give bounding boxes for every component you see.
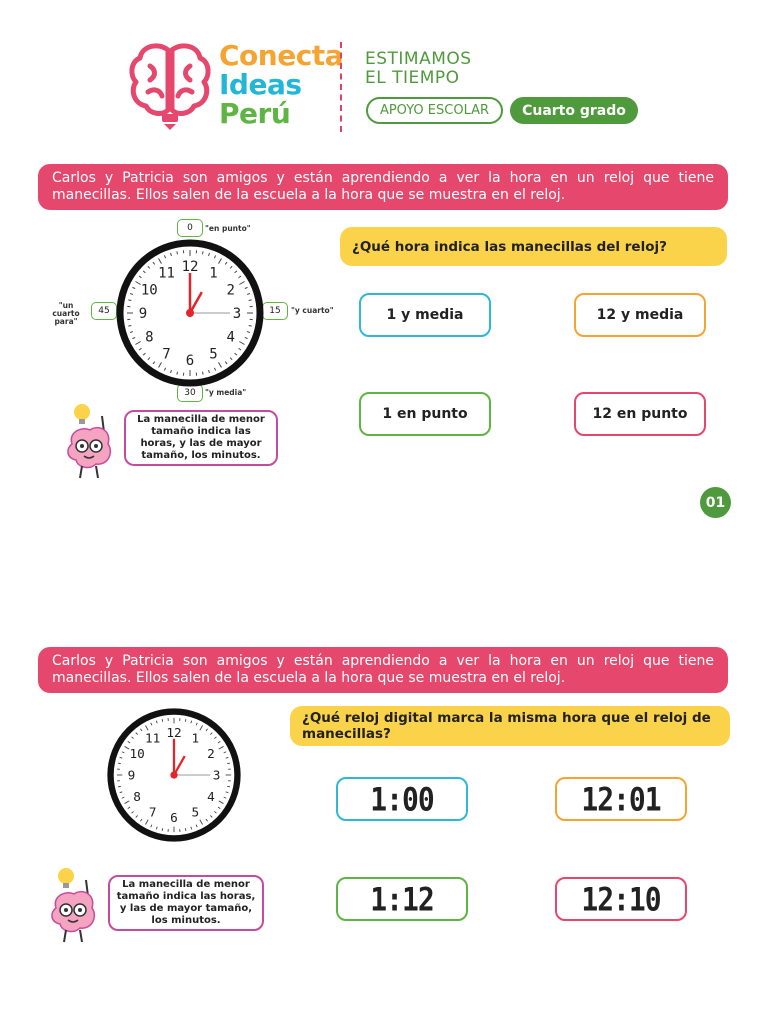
header-divider xyxy=(340,42,342,132)
clock-number: 6 xyxy=(185,353,195,369)
clock1-note-left-line1: "un cuarto xyxy=(52,301,80,318)
clock-number: 4 xyxy=(207,788,215,804)
clock-number: 3 xyxy=(232,306,242,322)
clock-number: 12 xyxy=(166,724,182,740)
clock-tick xyxy=(177,251,178,254)
clock-number: 3 xyxy=(212,767,221,783)
clock-number: 11 xyxy=(145,730,161,746)
brand-line3: Perú xyxy=(219,97,291,130)
topic-line1: ESTIMAMOS xyxy=(365,49,472,69)
clock-number: 2 xyxy=(207,746,215,762)
clock-number: 10 xyxy=(129,746,145,762)
exercise1-question: ¿Qué hora indica las manecillas del reloj? xyxy=(340,227,727,266)
clock-tick xyxy=(227,763,230,764)
clock-number: 9 xyxy=(127,767,136,783)
clock-number: 9 xyxy=(138,306,148,322)
brand-wordmark xyxy=(219,41,343,128)
clock1-note-right: "y cuarto" xyxy=(291,306,334,315)
clock1-label-right: 15 xyxy=(262,302,288,320)
clock-number: 5 xyxy=(209,346,218,363)
clock-tick xyxy=(227,786,230,787)
exercise2-statement: Carlos y Patricia son amigos y están aprendiendo a ver la hora en un reloj que tiene manecillas. Ellos salen de la escuela a la hora que se muestra en el reloj. xyxy=(38,647,728,693)
clock1-note-top: "en punto" xyxy=(205,224,251,233)
tag-apoyo-escolar: APOYO ESCOLAR xyxy=(366,97,503,124)
clock-number: 8 xyxy=(145,329,154,346)
exercise1-option-b[interactable]: 12 y media xyxy=(574,293,706,337)
digital-time-d: 12:10 xyxy=(581,880,661,918)
brand-line2: Ideas xyxy=(219,68,302,101)
clock-number: 4 xyxy=(226,329,235,346)
clock1-note-bottom: "y media" xyxy=(205,388,247,397)
clock1-label-top: 0 xyxy=(177,219,203,237)
hint-bubble-1: La manecilla de menor tamaño indica las horas, y las de mayor tamaño, los minutos. xyxy=(124,410,278,466)
clock-center xyxy=(186,309,194,317)
clock-center xyxy=(170,771,177,778)
brain-logo-icon xyxy=(128,40,212,130)
topic-line2: EL TIEMPO xyxy=(365,68,460,88)
clock1-label-left: 45 xyxy=(91,302,117,320)
digital-time-a: 1:00 xyxy=(370,780,434,818)
clock-tick xyxy=(118,763,121,764)
clock-number: 10 xyxy=(140,282,158,299)
clock-tick xyxy=(118,786,121,787)
clock-tick xyxy=(162,828,163,831)
exercise2-option-c[interactable] xyxy=(336,877,468,921)
brain-character-icon xyxy=(46,862,104,944)
exercise2-question: ¿Qué reloj digital marca la misma hora que el reloj de manecillas? xyxy=(290,706,730,746)
clock-tick xyxy=(185,828,186,831)
clock-number: 5 xyxy=(191,804,200,820)
clock1-note-left xyxy=(44,302,88,326)
clock1-label-bottom: 30 xyxy=(177,384,203,402)
clock-number: 1 xyxy=(209,265,218,282)
topic-title xyxy=(365,50,472,88)
clock-tick xyxy=(202,372,203,375)
exercise2-option-b[interactable] xyxy=(555,777,687,821)
clock1-note-left-line2: para" xyxy=(54,317,78,326)
clock-number: 8 xyxy=(133,788,141,804)
analog-clock-2 xyxy=(106,707,242,843)
brain-character-icon xyxy=(62,398,120,480)
clock-tick xyxy=(249,300,252,301)
exercise1-option-a[interactable]: 1 y media xyxy=(359,293,491,337)
digital-time-b: 12:01 xyxy=(581,780,661,818)
clock-tick xyxy=(128,325,131,326)
clock-number: 6 xyxy=(170,810,178,826)
clock-number: 7 xyxy=(162,346,171,363)
clock-number: 7 xyxy=(148,804,157,820)
clock-number: 1 xyxy=(191,730,200,746)
page-number-badge: 01 xyxy=(700,487,731,518)
clock-number: 2 xyxy=(226,282,235,299)
hint-bubble-2: La manecilla de menor tamaño indica las horas, y las de mayor tamaño, los minutos. xyxy=(108,875,264,931)
exercise1-option-c[interactable]: 1 en punto xyxy=(359,392,491,436)
analog-clock-1 xyxy=(115,238,265,388)
clock-tick xyxy=(177,372,178,375)
brand-line1: Conecta xyxy=(219,39,344,72)
exercise1-option-d[interactable]: 12 en punto xyxy=(574,392,706,436)
tag-grade: Cuarto grado xyxy=(510,97,638,124)
clock-tick xyxy=(128,300,131,301)
clock-tick xyxy=(162,719,163,722)
exercise2-option-d[interactable] xyxy=(555,877,687,921)
clock-number: 12 xyxy=(181,259,199,275)
exercise2-option-a[interactable] xyxy=(336,777,468,821)
clock-tick xyxy=(202,251,203,254)
digital-time-c: 1:12 xyxy=(370,880,434,918)
clock-number: 11 xyxy=(158,265,175,282)
clock-tick xyxy=(185,719,186,722)
exercise1-statement: Carlos y Patricia son amigos y están aprendiendo a ver la hora en un reloj que tiene manecillas. Ellos salen de la escuela a la hora que se muestra en el reloj. xyxy=(38,164,728,210)
clock-tick xyxy=(249,325,252,326)
